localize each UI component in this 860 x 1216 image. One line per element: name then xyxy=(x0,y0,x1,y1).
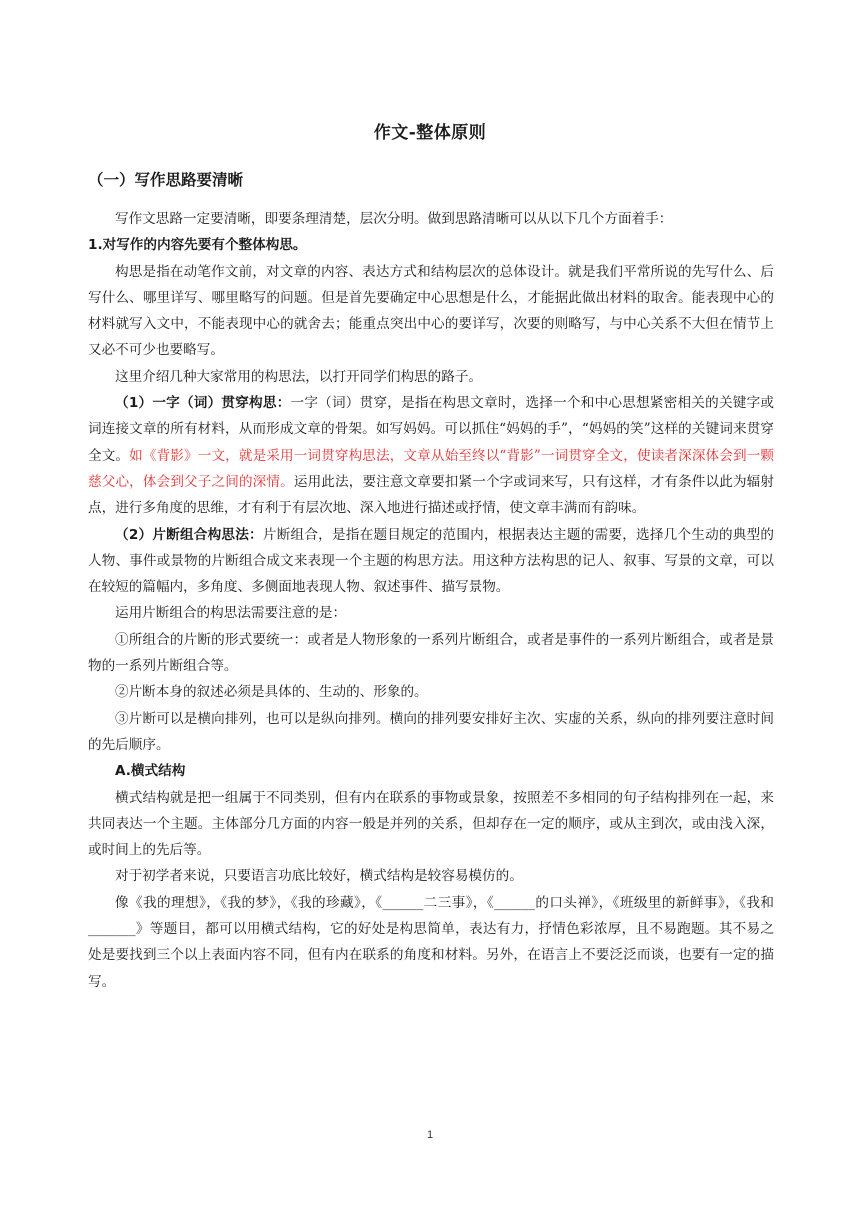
subheading-a: A.横式结构 xyxy=(115,763,186,780)
paragraph-goucsi: 构思是指在动笔作文前，对文章的内容、表达方式和结构层次的总体设计。就是我们平常所说的先写什么、后写什么、哪里详写、哪里略写的问题。但是首先要确定中心思想是什么，才能据此做出材料的取舍。能表现中心的材料就写入文中，不能表现中心的就舍去；能重点突出中心的要详写，次要的则略写，与中心关系不大但在情节上又必不可少也要略写。 xyxy=(88,263,774,359)
intro-paragraph: 写作文思路一定要清晰，即要条理清楚，层次分明。做到思路清晰可以从以下几个方面着手： xyxy=(115,211,673,227)
subheading-1: 1.对写作的内容先要有个整体构思。 xyxy=(88,237,307,254)
method-2-text: 片断组合，是指在题目规定的范围内，根据表达主题的需要，选择几个生动的典型的人物、事件或景物的片断组合成文来表现一个主题的构思方法。用这种方法构思的记人、叙事、写景的文章，可以在较短的篇幅内，多角度、多侧面地表现人物、叙述事件、描写景物。 xyxy=(88,526,774,596)
paragraph-beginner: 对于初学者来说，只要语言功底比较好，横式结构是较容易模仿的。 xyxy=(115,868,523,885)
method-1-text: 一字（词）贯穿，是指在构思文章时，选择一个和中心思想紧密相关的关键字或词连接文章的所有材料，从而形成文章的骨架。如写妈妈。可以抓住“妈妈的手”，“妈妈的笑”这样的关键词来贯穿全文。 xyxy=(88,395,774,464)
section-heading: （一）写作思路要清晰 xyxy=(88,171,244,189)
document-title: 作文-整体原则 xyxy=(373,123,487,143)
method-1-example-red: 如《背影》一文，就是采用一词贯穿构思法，文章从始至终以“背影”一词贯穿全文，使读者深深体会到一颗慈父心，体会到父子之间的深情。 xyxy=(88,447,775,490)
paragraph-examples: 像《我的理想》，《我的梦》，《我的珍藏》，《______二三事》，《______的口头禅》，《班级里的新鲜事》，《我和_______》等题目，都可以用横式结构，它的好处是构思简单，表达有力，抒情色彩浓厚，且不易跑题。其不易之处是要找到三个以上表面内容不同，但有内在联系的角度和材料。另外，在语言上不要泛泛而谈，也要有一定的描写。 xyxy=(88,894,774,990)
method-2-label: （2）片断组合构思法： xyxy=(115,526,263,543)
document-body xyxy=(88,206,774,995)
note-item-2: ②片断本身的叙述必须是具体的、生动的、形象的。 xyxy=(115,684,428,701)
method-2-paragraph xyxy=(88,522,774,601)
note-item-1: ①所组合的片断的形式要统一：或者是人物形象的一系列片断组合，或者是事件的一系列片断组合，或者是景物的一系列片断组合等。 xyxy=(88,631,774,675)
method-1-text-2: 运用此法，要注意文章要扣紧一个字或词来写，只有这样，才有条件以此为辐射点，进行多角度的思维，才有利于有层次地、深入地进行描述或抒情，使文章丰满而有韵味。 xyxy=(88,473,775,517)
paragraph-hengshi: 横式结构就是把一组属于不同类别，但有内在联系的事物或景象，按照差不多相同的句子结构排列在一起，来共同表达一个主题。主体部分几方面的内容一般是并列的关系，但却存在一定的顺序，或从主到次，或由浅入深，或时间上的先后等。 xyxy=(88,789,774,859)
paragraph-methods: 这里介绍几种大家常用的构思法，以打开同学们构思的路子。 xyxy=(115,368,483,385)
page-number: 1 xyxy=(426,1129,434,1141)
note-intro: 运用片断组合的构思法需要注意的是： xyxy=(115,605,347,622)
method-1-paragraph xyxy=(88,390,774,521)
method-1-label: （1）一字（词）贯穿构思： xyxy=(115,395,291,412)
note-item-3: ③片断可以是横向排列，也可以是纵向排列。横向的排列要安排好主次、实虚的关系，纵向的排列要注意时间的先后顺序。 xyxy=(88,710,774,753)
